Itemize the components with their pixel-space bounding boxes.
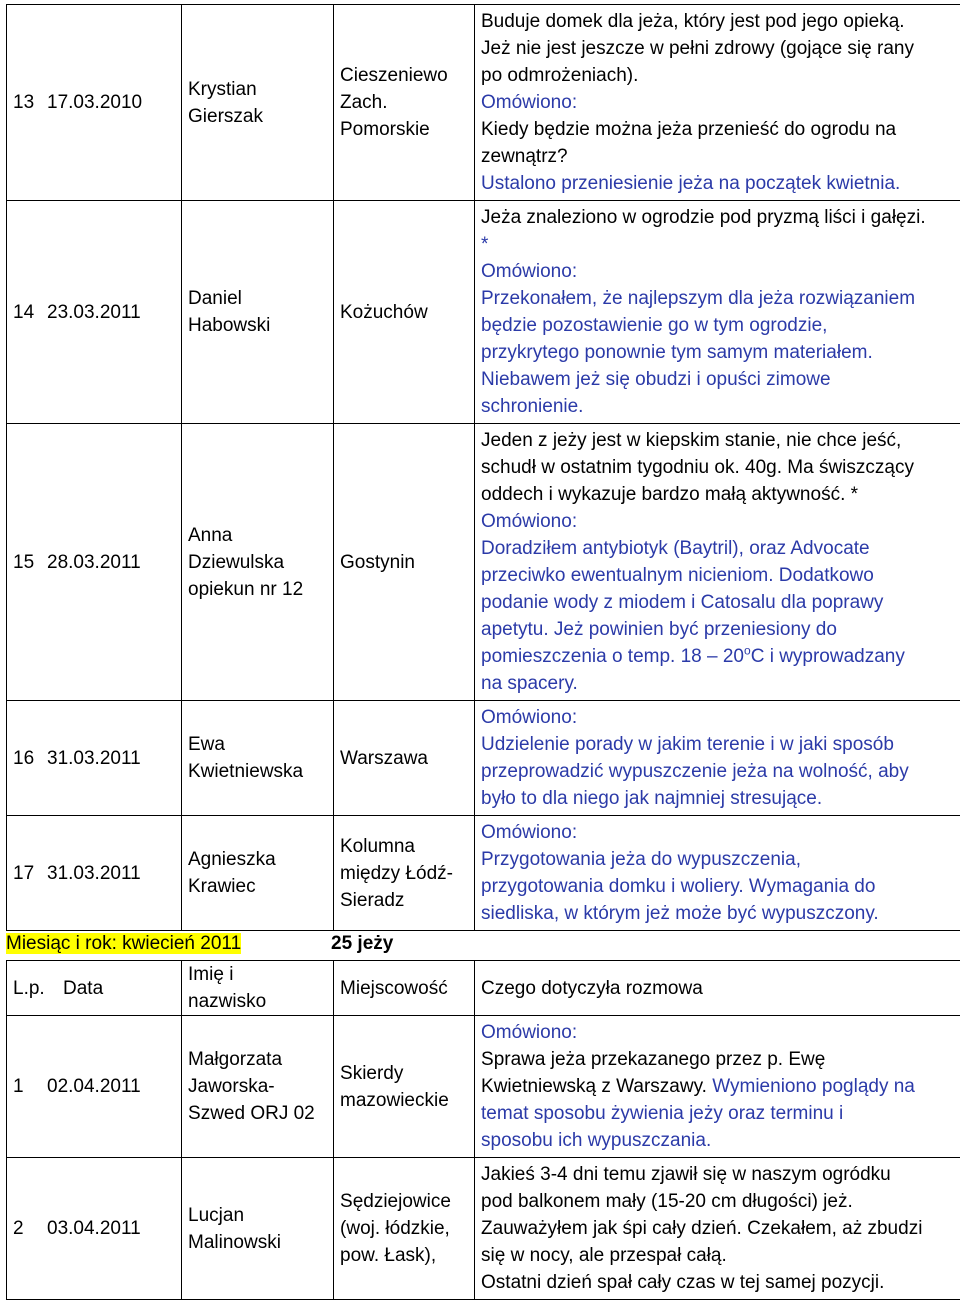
content-text: Kiedy będzie można jeża przenieść do ogrodu na [481,119,896,140]
content-line [481,1127,954,1154]
content-line [481,258,954,285]
content-text: się w nocy, ale przespał całą. [481,1245,727,1266]
content-cell [475,816,960,931]
row-date: 31.03.2011 [47,748,141,769]
content-text: Jakieś 3-4 dni temu zjawił się w naszym ogródku [481,1164,891,1185]
lp-date-cell [7,1016,182,1158]
table-row [7,201,960,424]
name-line: Lucjan [188,1202,327,1229]
place-line: pow. Łask), [340,1242,468,1269]
content-line [481,1073,954,1100]
content-cell [475,5,960,201]
content-text: Omówiono: [481,822,577,843]
content-line [481,643,954,670]
lp-date-cell [7,424,182,701]
row-date: 28.03.2011 [47,552,141,573]
content-text: będzie pozostawienie go w tym ogrodzie, [481,315,827,336]
table-row [7,816,960,931]
name-line: Malinowski [188,1229,327,1256]
name-cell [182,1158,334,1300]
content-text: przeprowadzić wypuszczenie jeża na wolność, aby [481,761,909,782]
content-text: schronienie. [481,396,583,417]
header-name-2: nazwisko [188,988,327,1015]
content-line [481,562,954,589]
name-cell [182,816,334,931]
place-line: Zach. [340,89,468,116]
content-line [481,393,954,420]
table-row [7,424,960,701]
content-line [481,89,954,116]
row-number: 15 [13,549,47,576]
header-row [7,961,960,1016]
row-date: 17.03.2010 [47,92,142,113]
content-text: Omówiono: [481,261,577,282]
content-text: pomieszczenia o temp. 18 – 20 [481,646,744,667]
content-line [481,339,954,366]
name-line: opiekun nr 12 [188,576,327,603]
name-cell [182,1016,334,1158]
name-line: Szwed ORJ 02 [188,1100,327,1127]
header-date: Data [63,978,103,999]
content-text: Udzielenie porady w jakim terenie i w jaki sposób [481,734,894,755]
content-text: oddech i wykazuje bardzo małą aktywność. * [481,484,858,505]
content-text: było to dla niego jak najmniej stresujące. [481,788,822,809]
degree-superscript: o [744,644,751,658]
place-line: Gostynin [340,549,468,576]
place-line: Kożuchów [340,299,468,326]
row-date: 23.03.2011 [47,302,141,323]
content-text: Omówiono: [481,92,577,113]
content-line [481,285,954,312]
content-line [481,35,954,62]
row-number: 13 [13,89,47,116]
content-cell [475,201,960,424]
content-text: Przygotowania jeża do wypuszczenia, [481,849,801,870]
content-text: schudł w ostatnim tygodniu ok. 40g. Ma świszczący [481,457,914,478]
content-line [481,873,954,900]
content-text: Przekonałem, że najlepszym dla jeża rozwiązaniem [481,288,915,309]
content-text-after: C i wyprowadzany [751,646,905,667]
content-line [481,170,954,197]
content-text: zewnątrz? [481,146,568,167]
header-lp-date [7,961,182,1016]
content-line [481,758,954,785]
lp-date-cell [7,816,182,931]
row-date: 03.04.2011 [47,1218,141,1239]
content-line [481,427,954,454]
content-line [481,116,954,143]
content-line [481,1046,954,1073]
content-line [481,8,954,35]
name-line: Habowski [188,312,327,339]
content-line [481,1188,954,1215]
content-text: sposobu ich wypuszczania. [481,1130,711,1151]
row-number: 1 [13,1073,47,1100]
content-text: przykrytego ponownie tym samym materiałem. [481,342,873,363]
name-cell [182,201,334,424]
content-line [481,62,954,89]
place-cell [334,424,475,701]
content-text: siedliska, w którym jeż może być wypuszczony. [481,903,879,924]
content-text: Doradziłem antybiotyk (Baytril), oraz Advocate [481,538,870,559]
content-line [481,143,954,170]
name-line: Małgorzata [188,1046,327,1073]
content-text: Omówiono: [481,707,577,728]
row-number: 2 [13,1215,47,1242]
header-name-1: Imię i [188,961,327,988]
place-line: Skierdy [340,1060,468,1087]
content-text: Niebawem jeż się obudzi i opuści zimowe [481,369,831,390]
lp-date-cell [7,1158,182,1300]
content-text: podanie wody z miodem i Catosalu dla poprawy [481,592,883,613]
name-cell [182,701,334,816]
content-line [481,481,954,508]
header-name [182,961,334,1016]
content-text: pod balkonem mały (15-20 cm długości) jeż. [481,1191,853,1212]
content-line [481,204,954,231]
table-row [7,701,960,816]
content-text: Buduje domek dla jeża, który jest pod jego opieką. [481,11,905,32]
content-text: * [481,234,488,255]
header-place: Miejscowość [334,961,475,1016]
content-line [481,785,954,812]
place-cell [334,201,475,424]
lp-date-cell [7,701,182,816]
content-text: Omówiono: [481,511,577,532]
name-line: Anna [188,522,327,549]
content-cell [475,1016,960,1158]
place-cell [334,701,475,816]
april-table [6,960,960,1300]
row-date: 02.04.2011 [47,1076,141,1097]
place-cell [334,1016,475,1158]
name-cell [182,424,334,701]
place-line: Pomorskie [340,116,468,143]
content-text: apetytu. Jeż powinien być przeniesiony do [481,619,837,640]
name-line: Kwietniewska [188,758,327,785]
content-line [481,670,954,697]
content-line [481,900,954,927]
content-cell [475,701,960,816]
name-line: Agnieszka [188,846,327,873]
place-cell [334,1158,475,1300]
content-line [481,535,954,562]
content-text-blue: Wymieniono poglądy na [707,1076,915,1097]
row-date: 31.03.2011 [47,863,141,884]
content-line [481,1161,954,1188]
header-lp: L.p. [13,975,63,1002]
content-line [481,1100,954,1127]
content-line [481,366,954,393]
content-text: Sprawa jeża przekazanego przez p. Ewę [481,1049,825,1070]
name-line: Gierszak [188,103,327,130]
month-heading [6,929,241,958]
table-row [7,1158,960,1300]
place-line: Sędziejowice [340,1188,468,1215]
name-line: Ewa [188,731,327,758]
month-label: Miesiąc i rok: kwiecień 2011 [6,933,241,954]
row-number: 17 [13,860,47,887]
place-line: mazowieckie [340,1087,468,1114]
content-line [481,454,954,481]
content-text: na spacery. [481,673,578,694]
place-line: między Łódź- [340,860,468,887]
table-row [7,1016,960,1158]
content-text: Ostatni dzień spał cały czas w tej samej pozycji. [481,1272,884,1293]
content-text: Omówiono: [481,1022,577,1043]
place-line: (woj. łódzkie, [340,1215,468,1242]
content-line [481,819,954,846]
content-line [481,508,954,535]
header-content: Czego dotyczyła rozmowa [475,961,960,1016]
content-line [481,616,954,643]
march-table [6,4,960,931]
place-line: Sieradz [340,887,468,914]
content-line [481,731,954,758]
content-line [481,312,954,339]
content-line [481,231,954,258]
name-line: Krystian [188,76,327,103]
row-number: 16 [13,745,47,772]
name-line: Dziewulska [188,549,327,576]
place-line: Warszawa [340,745,468,772]
row-number: 14 [13,299,47,326]
content-text: po odmrożeniach). [481,65,638,86]
place-cell [334,5,475,201]
content-line [481,704,954,731]
table-row [7,5,960,201]
name-line: Krawiec [188,873,327,900]
content-text: Kwietniewską z Warszawy. [481,1076,707,1097]
content-line [481,846,954,873]
place-line: Kolumna [340,833,468,860]
name-line: Jaworska- [188,1073,327,1100]
content-cell [475,424,960,701]
content-line [481,1215,954,1242]
lp-date-cell [7,5,182,201]
content-text: Ustalono przeniesienie jeża na początek kwietnia. [481,173,900,194]
content-text: temat sposobu żywienia jeży oraz terminu i [481,1103,843,1124]
hedgehog-count: 25 jeży [331,929,393,958]
content-line [481,1242,954,1269]
content-cell [475,1158,960,1300]
content-text: Jeż nie jest jeszcze w pełni zdrowy (gojące się rany [481,38,914,59]
place-cell [334,816,475,931]
content-text: Jeża znaleziono w ogrodzie pod pryzmą liści i gałęzi. [481,207,926,228]
lp-date-cell [7,201,182,424]
content-line [481,1019,954,1046]
content-text: Zauważyłem jak śpi cały dzień. Czekałem, aż zbudzi [481,1218,922,1239]
name-cell [182,5,334,201]
content-text: przeciwko ewentualnym nicieniom. Dodatkowo [481,565,874,586]
content-text: przygotowania domku i woliery. Wymagania do [481,876,875,897]
content-line [481,589,954,616]
place-line: Cieszeniewo [340,62,468,89]
name-line: Daniel [188,285,327,312]
content-text: Jeden z jeży jest w kiepskim stanie, nie chce jeść, [481,430,901,451]
